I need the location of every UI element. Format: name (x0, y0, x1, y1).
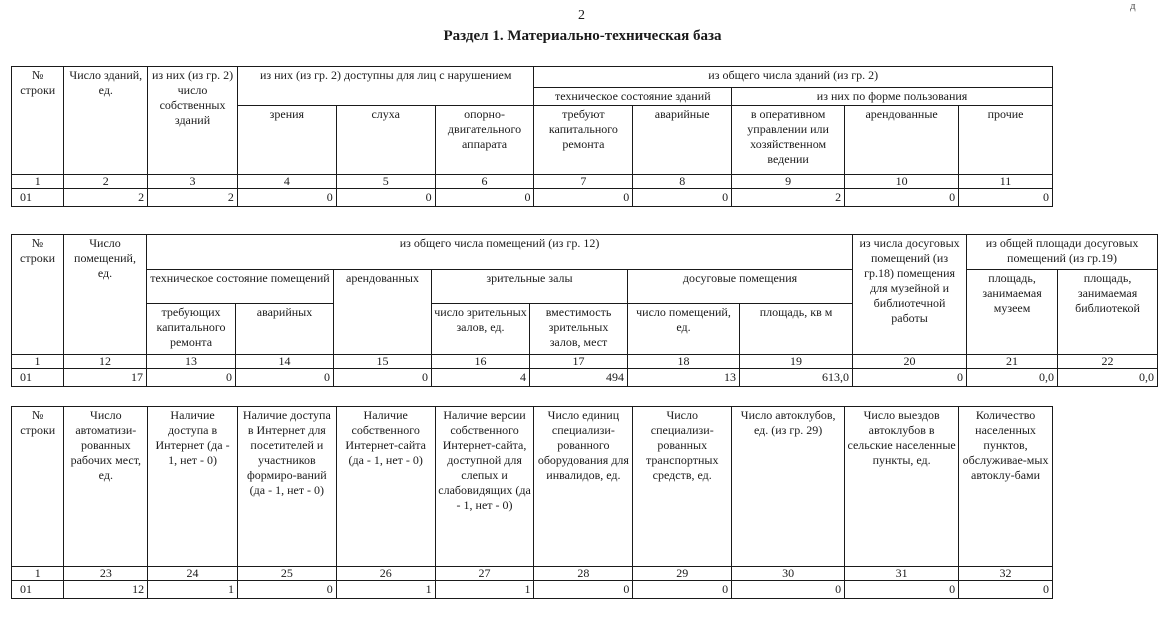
header-museum-area: площадь, занимаемая музеем (967, 270, 1058, 355)
header-operational: в оперативном управлении или хозяйственном ведении (732, 106, 845, 175)
header-settlements: Количество населенных пунктов, обслуживае-мых автоклу-бами (959, 407, 1053, 567)
header-need-repair: требуют капитального ремонта (534, 106, 633, 175)
column-number: 30 (732, 567, 845, 581)
header-buildings: Число зданий, ед. (64, 67, 148, 175)
column-number: 19 (740, 355, 853, 369)
header-row-number: № строки (12, 67, 64, 175)
column-number: 8 (633, 175, 732, 189)
value-cell: 0 (534, 189, 633, 207)
header-internet: Наличие доступа в Интернет (да - 1, нет - 0) (148, 407, 238, 567)
value-cell: 0 (959, 581, 1053, 599)
row-label: 01 (12, 581, 64, 599)
column-number: 7 (534, 175, 633, 189)
value-cell: 0 (732, 581, 845, 599)
header-capacity: вместимость зрительных залов, мест (530, 304, 628, 355)
header-by-use: из них по форме пользования (732, 88, 1053, 106)
value-cell: 2 (64, 189, 148, 207)
value-cell: 0 (236, 369, 334, 387)
column-number: 2 (64, 175, 148, 189)
header-total-premises: из общего числа помещений (из гр. 12) (147, 235, 853, 270)
value-cell: 1 (435, 581, 534, 599)
header-rented: арендованные (845, 106, 959, 175)
header-autoclubs: Число автоклубов, ед. (из гр. 29) (732, 407, 845, 567)
header-trips: Число выездов автоклубов в сельские населенные пункты, ед. (845, 407, 959, 567)
value-cell: 0 (959, 189, 1053, 207)
header-equipment: Число единиц специализи-рованного оборудования для инвалидов, ед. (534, 407, 633, 567)
header-workplaces: Число автоматизи-рованных рабочих мест, ед. (64, 407, 148, 567)
column-number: 21 (967, 355, 1058, 369)
value-cell: 12 (64, 581, 148, 599)
value-cell: 0 (435, 189, 534, 207)
value-cell: 1 (336, 581, 435, 599)
header-emergency: аварийных (236, 304, 334, 355)
column-number: 24 (148, 567, 238, 581)
header-total-buildings: из общего числа зданий (из гр. 2) (534, 67, 1053, 88)
column-number: 31 (845, 567, 959, 581)
value-cell: 2 (148, 189, 238, 207)
row-label: 01 (12, 189, 64, 207)
table-row (12, 189, 1053, 207)
header-halls: зрительные залы (432, 270, 628, 304)
value-cell: 0 (237, 189, 336, 207)
value-cell: 0 (147, 369, 236, 387)
table-row (12, 369, 1158, 387)
header-transport: Число специализи-рованных транспортных средств, ед. (633, 407, 732, 567)
header-leisure-count: число помещений, ед. (628, 304, 740, 355)
header-leisure: досуговые помещения (628, 270, 853, 304)
value-cell: 0 (237, 581, 336, 599)
corner-mark: д (1130, 0, 1136, 12)
column-number: 1 (12, 175, 64, 189)
column-number: 14 (236, 355, 334, 369)
column-number: 1 (12, 567, 64, 581)
column-number: 11 (959, 175, 1053, 189)
header-rented: арендованных (334, 270, 432, 355)
header-vision: зрения (237, 106, 336, 175)
value-cell: 4 (432, 369, 530, 387)
value-cell: 0 (633, 581, 732, 599)
header-accessible: из них (из гр. 2) доступны для лиц с нарушением (237, 67, 534, 106)
buildings-table (11, 66, 1053, 207)
header-other: прочие (959, 106, 1053, 175)
column-number: 16 (432, 355, 530, 369)
value-cell: 0 (534, 581, 633, 599)
header-area-group: из общей площади досуговых помещений (из гр.19) (967, 235, 1158, 270)
value-cell: 0 (853, 369, 967, 387)
value-cell: 0 (845, 581, 959, 599)
column-number: 25 (237, 567, 336, 581)
value-cell: 13 (628, 369, 740, 387)
header-emergency: аварийные (633, 106, 732, 175)
column-number: 17 (530, 355, 628, 369)
header-own-buildings: из них (из гр. 2) число собственных зданий (148, 67, 238, 175)
value-cell: 1 (148, 581, 238, 599)
value-cell: 0 (845, 189, 959, 207)
column-number: 5 (336, 175, 435, 189)
column-number: 6 (435, 175, 534, 189)
header-library-area: площадь, занимаемая библиотекой (1058, 270, 1158, 355)
header-row-number: № строки (12, 407, 64, 567)
column-number: 1 (12, 355, 64, 369)
column-number: 10 (845, 175, 959, 189)
row-label: 01 (12, 369, 64, 387)
section-title: Раздел 1. Материально-техническая база (443, 28, 722, 44)
column-number: 4 (237, 175, 336, 189)
column-number: 15 (334, 355, 432, 369)
page-number: 2 (578, 8, 585, 23)
header-own-site: Наличие собственного Интернет-сайта (да - 1, нет - 0) (336, 407, 435, 567)
table-row (12, 581, 1053, 599)
column-number: 26 (336, 567, 435, 581)
value-cell: 17 (64, 369, 147, 387)
value-cell: 0,0 (967, 369, 1058, 387)
header-halls-count: число зрительных залов, ед. (432, 304, 530, 355)
column-number: 29 (633, 567, 732, 581)
value-cell: 0 (633, 189, 732, 207)
column-number: 32 (959, 567, 1053, 581)
column-number: 22 (1058, 355, 1158, 369)
header-leisure-area: площадь, кв м (740, 304, 853, 355)
value-cell: 613,0 (740, 369, 853, 387)
header-motor: опорно-двигательного аппарата (435, 106, 534, 175)
header-internet-visitors: Наличие доступа в Интернет для посетителей и участников формиро-ваний (да - 1, нет - 0) (237, 407, 336, 567)
value-cell: 0 (334, 369, 432, 387)
header-row-number: № строки (12, 235, 64, 355)
column-number: 18 (628, 355, 740, 369)
column-number: 12 (64, 355, 147, 369)
premises-table (11, 234, 1158, 387)
header-tech-state: техническое состояние зданий (534, 88, 732, 106)
equipment-table (11, 406, 1053, 599)
header-site-blind: Наличие версии собственного Интернет-сайта, доступной для слепых и слабовидящих (да - 1, нет - 0) (435, 407, 534, 567)
header-tech-state: техническое состояние помещений (147, 270, 334, 304)
header-museum-library: из числа досуговых помещений (из гр.18) помещения для музейной и библиотечной работы (853, 235, 967, 355)
column-number: 23 (64, 567, 148, 581)
value-cell: 0 (336, 189, 435, 207)
column-number: 13 (147, 355, 236, 369)
header-hearing: слуха (336, 106, 435, 175)
value-cell: 0,0 (1058, 369, 1158, 387)
header-premises: Число помещений, ед. (64, 235, 147, 355)
column-number: 27 (435, 567, 534, 581)
column-number: 20 (853, 355, 967, 369)
column-number: 9 (732, 175, 845, 189)
value-cell: 494 (530, 369, 628, 387)
column-number: 28 (534, 567, 633, 581)
header-need-repair: требующих капитального ремонта (147, 304, 236, 355)
value-cell: 2 (732, 189, 845, 207)
column-number: 3 (148, 175, 238, 189)
